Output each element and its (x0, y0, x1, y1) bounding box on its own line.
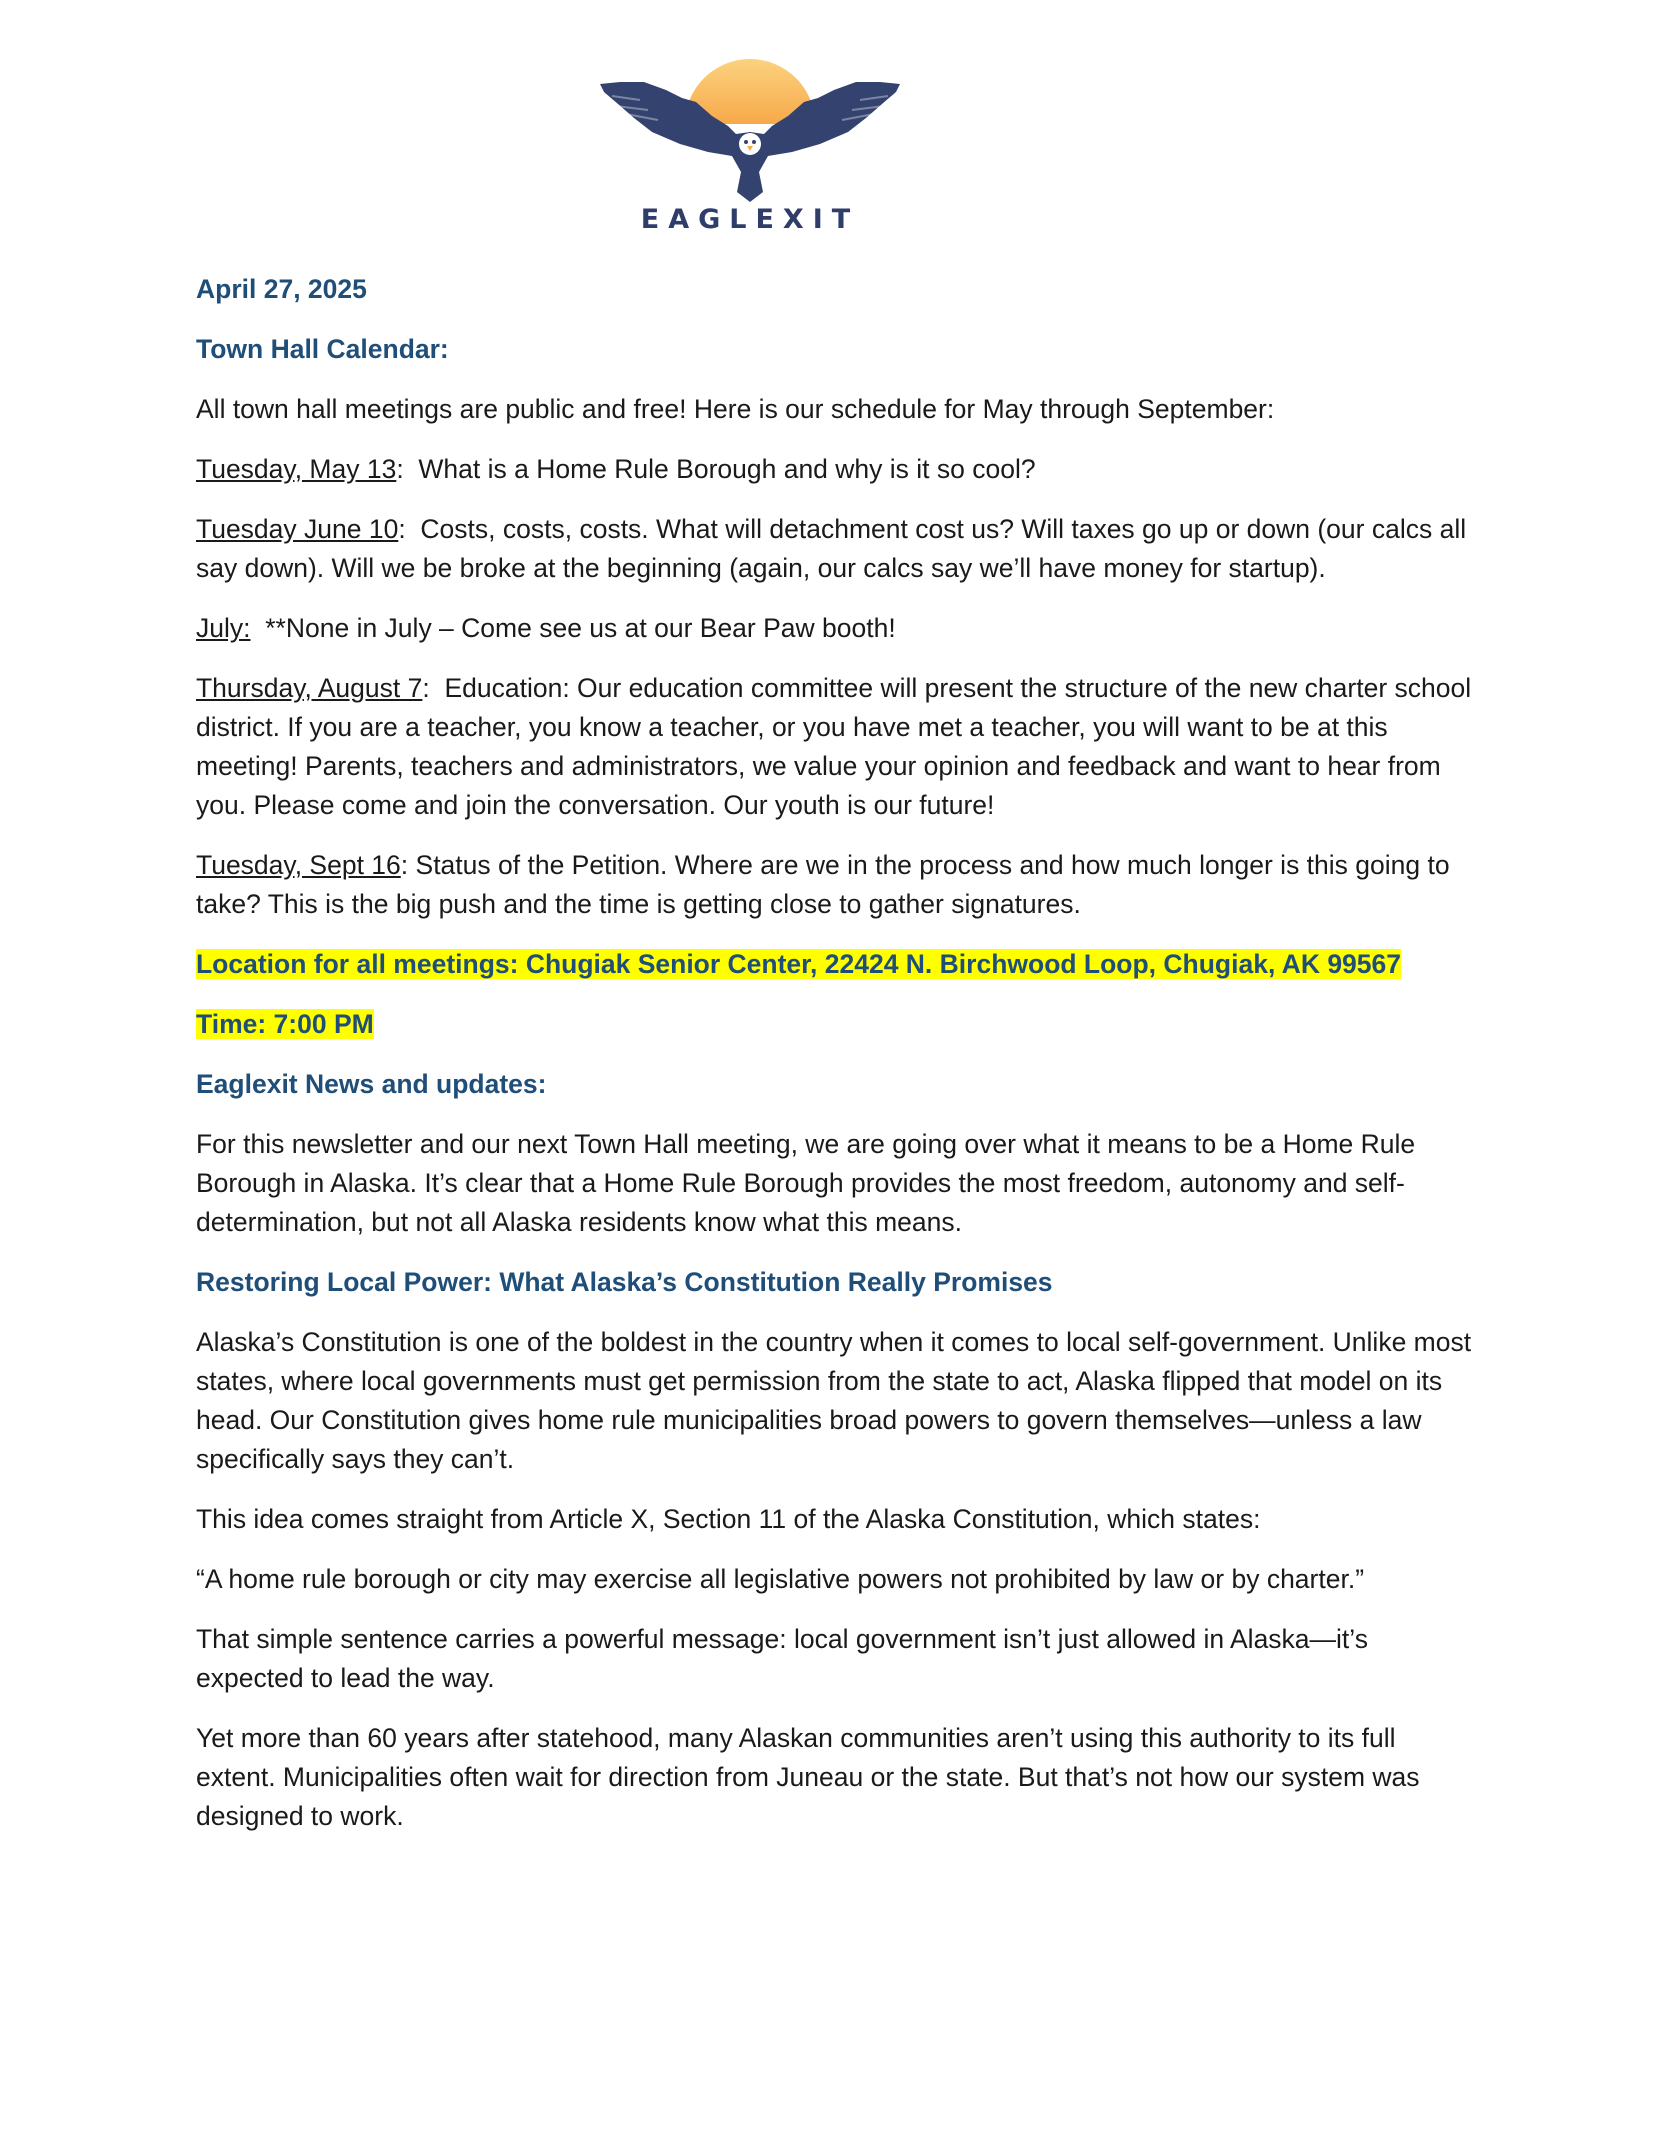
event-date: July: (196, 613, 251, 643)
event-item (196, 609, 1476, 648)
event-description: Education: Our education committee will present the structure of the new charter school district. If you are a teacher, you know a teacher, or you have met a teacher, you will want to be at this meeting! Parents, teachers and administrators, we value your opinion and feedback and want to hear from you. Please come and join the conversation. Our youth is our future! (196, 673, 1472, 820)
article-paragraph: That simple sentence carries a powerful message: local government isn’t just allowed in Alaska—it’s expected to lead the way. (196, 1624, 1368, 1693)
event-date: Thursday, August 7 (196, 673, 423, 703)
event-description: **None in July – Come see us at our Bear Paw booth! (265, 613, 896, 643)
event-item: Tuesday June 10: Costs, costs, costs. What will detachment cost us? Will taxes go up or down (our calcs all say down). Will we be broke at the beginning (again, our calcs say we’ll have money for startup). (196, 514, 1467, 583)
logo-wordmark: EAGLEXIT (640, 204, 860, 235)
eaglexit-logo (600, 52, 900, 244)
eagle-sun-icon (600, 52, 900, 202)
article-paragraph: Alaska’s Constitution is one of the boldest in the country when it comes to local self-government. Unlike most states, where local governments must get permission from the state to act, Alaska flipped that model on its head. Our Constitution gives home rule municipalities broad powers to govern themselves—unless a law specifically says they can’t. (196, 1327, 1472, 1474)
meeting-location: Location for all meetings: Chugiak Senior Center, 22424 N. Birchwood Loop, Chugiak, AK 99567 (196, 949, 1402, 979)
constitution-quote: “A home rule borough or city may exercise all legislative powers not prohibited by law or by charter.” (196, 1564, 1365, 1594)
event-item: Tuesday, Sept 16: Status of the Petition. Where are we in the process and how much longer is this going to take? This is the big push and the time is getting close to gather signatures. (196, 850, 1450, 919)
news-heading: Eaglexit News and updates: (196, 1069, 547, 1099)
event-date: Tuesday, May 13 (196, 454, 397, 484)
event-date: Tuesday June 10 (196, 514, 399, 544)
event-item: Tuesday, May 13: What is a Home Rule Borough and why is it so cool? (196, 454, 1036, 484)
newsletter-date: April 27, 2025 (196, 274, 367, 304)
calendar-intro: All town hall meetings are public and free! Here is our schedule for May through September: (196, 394, 1275, 424)
event-date: Tuesday, Sept 16 (196, 850, 401, 880)
event-item: Thursday, August 7: Education: Our education committee will present the structure of the new charter school district. If you are a teacher, you know a teacher, or you have met a teacher, you will want to be at this meeting! Parents, teachers and administrators, we value your opinion and feedback and want to hear from you. Please come and join the conversation. Our youth is our future! (196, 673, 1472, 820)
article-paragraph: This idea comes straight from Article X, Section 11 of the Alaska Constitution, which states: (196, 1504, 1261, 1534)
meeting-time: Time: 7:00 PM (196, 1009, 374, 1039)
event-description: What is a Home Rule Borough and why is it so cool? (418, 454, 1036, 484)
newsletter-body (196, 270, 1476, 1857)
article-heading: Restoring Local Power: What Alaska’s Constitution Really Promises (196, 1267, 1053, 1297)
event-description: Costs, costs, costs. What will detachment cost us? Will taxes go up or down (our calcs all say down). Will we be broke at the beginning (again, our calcs say we’ll have money for startup). (196, 514, 1467, 583)
event-description: Status of the Petition. Where are we in the process and how much longer is this going to take? This is the big push and the time is getting close to gather signatures. (196, 850, 1450, 919)
article-paragraph: Yet more than 60 years after statehood, many Alaskan communities aren’t using this authority to its full extent. Municipalities often wait for direction from Juneau or the state. But that’s not how our system was designed to work. (196, 1723, 1420, 1831)
news-intro: For this newsletter and our next Town Hall meeting, we are going over what it means to be a Home Rule Borough in Alaska. It’s clear that a Home Rule Borough provides the most freedom, autonomy and self-determination, but not all Alaska residents know what this means. (196, 1129, 1416, 1237)
calendar-heading: Town Hall Calendar: (196, 334, 449, 364)
